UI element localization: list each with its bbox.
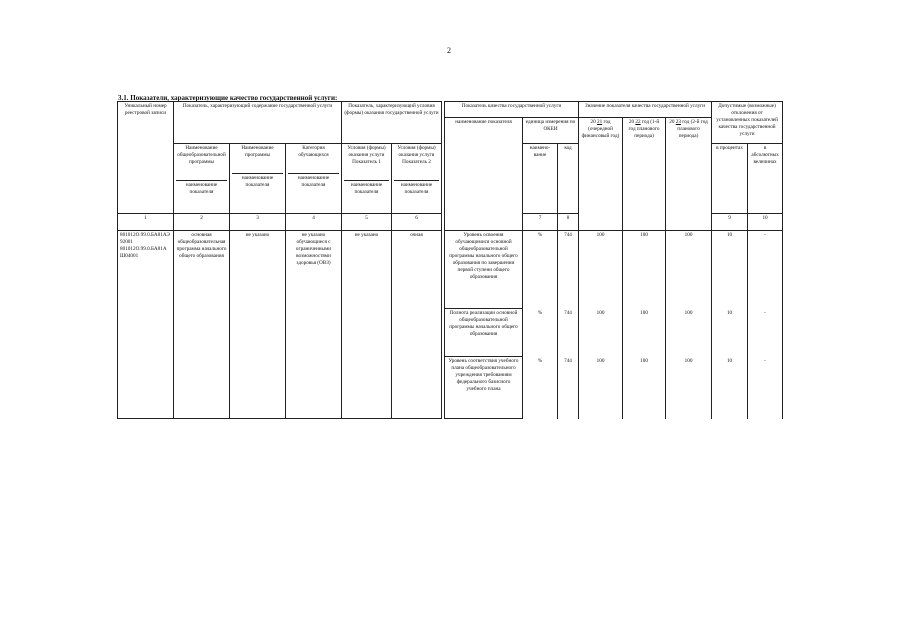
header-values-group: Значение показателя качества государственной услуги — [579, 102, 712, 118]
header-year-2: 20 22 год (1-й год планового периода) — [623, 118, 666, 231]
col-number: 6 — [392, 214, 442, 231]
indicator-value-1: 100 — [579, 357, 623, 419]
indicator-dev-percent: 10 — [712, 231, 748, 309]
indicator-dev-absolute: - — [748, 357, 783, 419]
indicator-unit: % — [523, 231, 558, 309]
col-number: 4 — [286, 214, 342, 231]
col-number: 5 — [342, 214, 392, 231]
indicator-dev-absolute: - — [748, 231, 783, 309]
indicator-dev-absolute: - — [748, 309, 783, 357]
record-programs: не указано — [230, 231, 286, 419]
indicator-name: Уровень освоения обучающимися основной общеобразовательной программы начального общего образования по завершении первой ступени общего образования — [445, 231, 523, 309]
col-number: 10 — [748, 214, 783, 231]
col-number: 2 — [174, 214, 230, 231]
indicator-dev-percent: 10 — [712, 357, 748, 419]
header-condition-2: Условия (формы) оказания услуги Показатель 2 наименование показателя — [392, 144, 442, 214]
indicator-value-1: 100 — [579, 231, 623, 309]
page-number: 2 — [447, 46, 451, 55]
record-condition-2: очная — [392, 231, 442, 419]
indicator-value-1: 100 — [579, 309, 623, 357]
header-program-name: Наименование общеобразовательной программы наименование показателя — [174, 144, 230, 214]
header-unique-number: Уникальный номер реестровой записи — [118, 102, 174, 214]
indicator-value-2: 100 — [623, 231, 666, 309]
column-gap — [442, 214, 445, 231]
header-indicator-name: наименование показателя — [445, 118, 523, 231]
header-dev-absolute: в абсолютных величинах — [748, 144, 783, 214]
header-content-group: Показатель, характеризующий содержание государственной услуги — [174, 102, 342, 144]
section-title: 3.1. Показатели, характеризующие качество государственной услуги: — [118, 94, 338, 102]
header-programs: Наименование программы наименование показателя — [230, 144, 286, 214]
header-unit-code: код — [558, 144, 579, 214]
header-conditions-group: Показатель, характеризующий условия (формы) оказания государственной услуги — [342, 102, 442, 144]
header-year-3: 20 23 год (2-й год планового периода) — [666, 118, 712, 231]
header-quality-group: Показатель качества государственной услуги — [445, 102, 579, 118]
header-unit-name: наимено-вание — [523, 144, 558, 214]
header-category: Категория обучающихся наименование показателя — [286, 144, 342, 214]
col-number: 1 — [118, 214, 174, 231]
record-category: не указано обучающиеся с ограниченными возможностями здоровья (ОВЗ) — [286, 231, 342, 419]
col-number: 7 — [523, 214, 558, 231]
indicator-name: Полнота реализации основной общеобразовательной программы начального общего образования — [445, 309, 523, 357]
table-row — [118, 231, 783, 309]
col-number: 9 — [712, 214, 748, 231]
indicator-value-2: 100 — [623, 357, 666, 419]
header-dev-percent: в процентах — [712, 144, 748, 214]
header-year-1: 20 21 год (очередной финансовый год) — [579, 118, 623, 231]
indicator-code: 744 — [558, 357, 579, 419]
quality-indicators-table — [117, 101, 783, 419]
col-number: 3 — [230, 214, 286, 231]
record-condition-1: не указано — [342, 231, 392, 419]
record-program: основная общеобразовательная программа начального общего образования — [174, 231, 230, 419]
indicator-value-2: 100 — [623, 309, 666, 357]
indicator-dev-percent: 10 — [712, 309, 748, 357]
indicator-unit: % — [523, 357, 558, 419]
indicator-value-3: 100 — [666, 309, 712, 357]
indicator-unit: % — [523, 309, 558, 357]
header-deviation-group: Допустимые (возможные) отклонения от установленных показателей качества государственной услуги — [712, 102, 783, 144]
indicator-value-3: 100 — [666, 357, 712, 419]
indicator-code: 744 — [558, 309, 579, 357]
record-unique-number: 801012О.99.0.БА81АЭ92001 801012О.99.0.БА81АШ04001 — [118, 231, 174, 419]
header-unit: единица измерения по ОКЕИ — [523, 118, 579, 144]
col-number: 8 — [558, 214, 579, 231]
indicator-name: Уровень соответствия учебного плана общеобразовательного учреждения требованиям федерального базисного учебного плана — [445, 357, 523, 419]
indicator-value-3: 100 — [666, 231, 712, 309]
header-condition-1: Условия (формы) оказания услуги Показатель 1 наименование показателя — [342, 144, 392, 214]
indicator-code: 744 — [558, 231, 579, 309]
